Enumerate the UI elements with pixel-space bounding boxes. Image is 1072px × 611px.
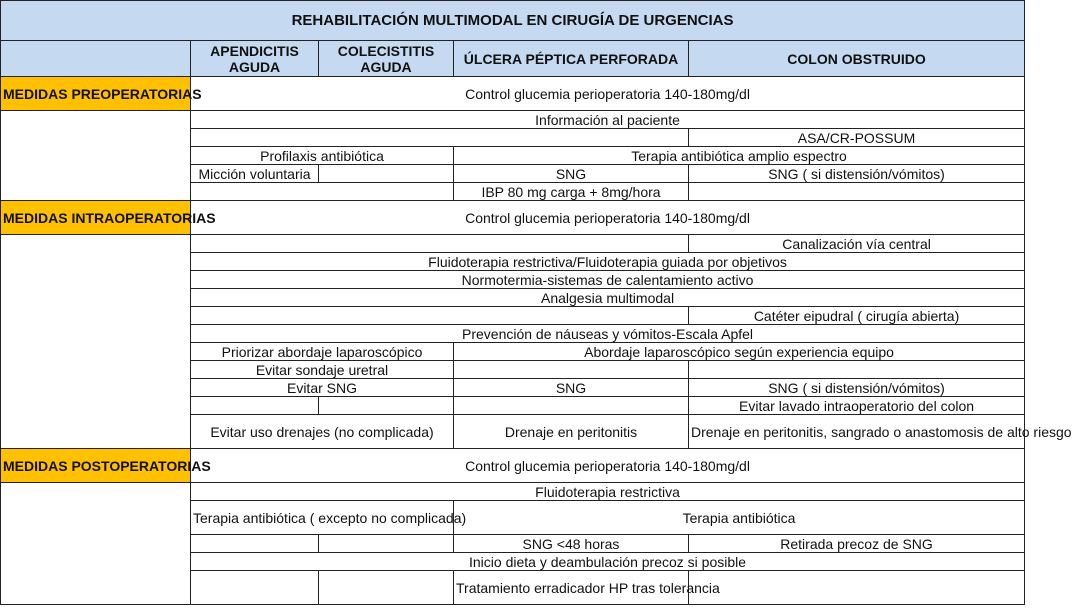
pre-empty-cell: [191, 129, 689, 147]
pre-sng-colon: SNG ( si distensión/vómitos): [689, 165, 1025, 183]
intra-sng-colon: SNG ( si distensión/vómitos): [689, 379, 1025, 397]
intra-laparoscopico-experiencia: Abordaje laparoscópico según experiencia equipo: [454, 343, 1025, 361]
intra-evitar-sng: Evitar SNG: [191, 379, 454, 397]
intra-empty-cell: [689, 361, 1025, 379]
pre-profilaxis: Profilaxis antibiótica: [191, 147, 454, 165]
post-dieta: Inicio dieta y deambulación precoz si posible: [191, 553, 1025, 571]
post-section-spacer: [1, 483, 191, 605]
pre-miccion: Micción voluntaria: [191, 165, 319, 183]
intra-empty-cell: [191, 397, 319, 415]
intra-sng: SNG: [454, 379, 689, 397]
post-empty-cell: [191, 571, 319, 605]
pre-asa: ASA/CR-POSSUM: [689, 129, 1025, 147]
post-retirada-sng: Retirada precoz de SNG: [689, 535, 1025, 553]
section-preoperatorias: MEDIDAS PREOPERATORIAS: [1, 77, 191, 111]
post-empty-cell: [689, 571, 1025, 605]
intra-cateter: Catéter eipudral ( cirugía abierta): [689, 307, 1025, 325]
intra-drenaje-peritonitis: Drenaje en peritonitis: [454, 415, 689, 449]
pre-sng: SNG: [454, 165, 689, 183]
intra-analgesia: Analgesia multimodal: [191, 289, 1025, 307]
intra-drenajes: Evitar uso drenajes (no complicada): [191, 415, 454, 449]
intra-glucemia: Control glucemia perioperatoria 140-180mg/dl: [191, 201, 1025, 235]
intra-section-spacer: [1, 235, 191, 449]
intra-empty-cell: [454, 361, 689, 379]
post-tratamiento-hp: Tratamiento erradicador HP tras tolerancia: [454, 571, 689, 605]
pre-glucemia: Control glucemia perioperatoria 140-180mg/dl: [191, 77, 1025, 111]
intra-drenaje-colon: Drenaje en peritonitis, sangrado o anastomosis de alto riesgo: [689, 415, 1025, 449]
section-postoperatorias: MEDIDAS POSTOPERATORIAS: [1, 449, 191, 483]
intra-empty-cell: [454, 397, 689, 415]
post-empty-cell: [319, 535, 454, 553]
pre-empty-cell: [191, 183, 454, 201]
pre-section-spacer: [1, 111, 191, 201]
post-antibiotica-2: Terapia antibiótica: [454, 501, 1025, 535]
pre-ibp: IBP 80 mg carga + 8mg/hora: [454, 183, 689, 201]
intra-normotermia: Normotermia-sistemas de calentamiento activo: [191, 271, 1025, 289]
intra-lavado: Evitar lavado intraoperatorio del colon: [689, 397, 1025, 415]
col-ulcera: ÚLCERA PÉPTICA PERFORADA: [454, 41, 689, 77]
intra-laparoscopico: Priorizar abordaje laparoscópico: [191, 343, 454, 361]
pre-empty-cell: [689, 183, 1025, 201]
col-colon: COLON OBSTRUIDO: [689, 41, 1025, 77]
section-intraoperatorias: MEDIDAS INTRAOPERATORIAS: [1, 201, 191, 235]
intra-sondaje: Evitar sondaje uretral: [191, 361, 454, 379]
pre-terapia: Terapia antibiótica amplio espectro: [454, 147, 1025, 165]
post-sng-48: SNG <48 horas: [454, 535, 689, 553]
intra-canalizacion: Canalización vía central: [689, 235, 1025, 253]
header-empty-cell: [1, 41, 191, 77]
pre-informacion: Información al paciente: [191, 111, 1025, 129]
intra-empty-cell: [319, 397, 454, 415]
col-colecistitis: COLECISTITIS AGUDA: [319, 41, 454, 77]
post-antibiotica: Terapia antibiótica ( excepto no complicada): [191, 501, 454, 535]
intra-empty-cell: [191, 307, 689, 325]
post-fluidoterapia: Fluidoterapia restrictiva: [191, 483, 1025, 501]
post-glucemia: Control glucemia perioperatoria 140-180mg/dl: [191, 449, 1025, 483]
table-title: REHABILITACIÓN MULTIMODAL EN CIRUGÍA DE URGENCIAS: [1, 1, 1025, 41]
intra-fluidoterapia: Fluidoterapia restrictiva/Fluidoterapia guiada por objetivos: [191, 253, 1025, 271]
intra-nauseas: Prevención de náuseas y vómitos-Escala Apfel: [191, 325, 1025, 343]
pre-empty-cell: [319, 165, 454, 183]
intra-empty-cell: [191, 235, 689, 253]
post-empty-cell: [191, 535, 319, 553]
post-empty-cell: [319, 571, 454, 605]
col-apendicitis: APENDICITIS AGUDA: [191, 41, 319, 77]
